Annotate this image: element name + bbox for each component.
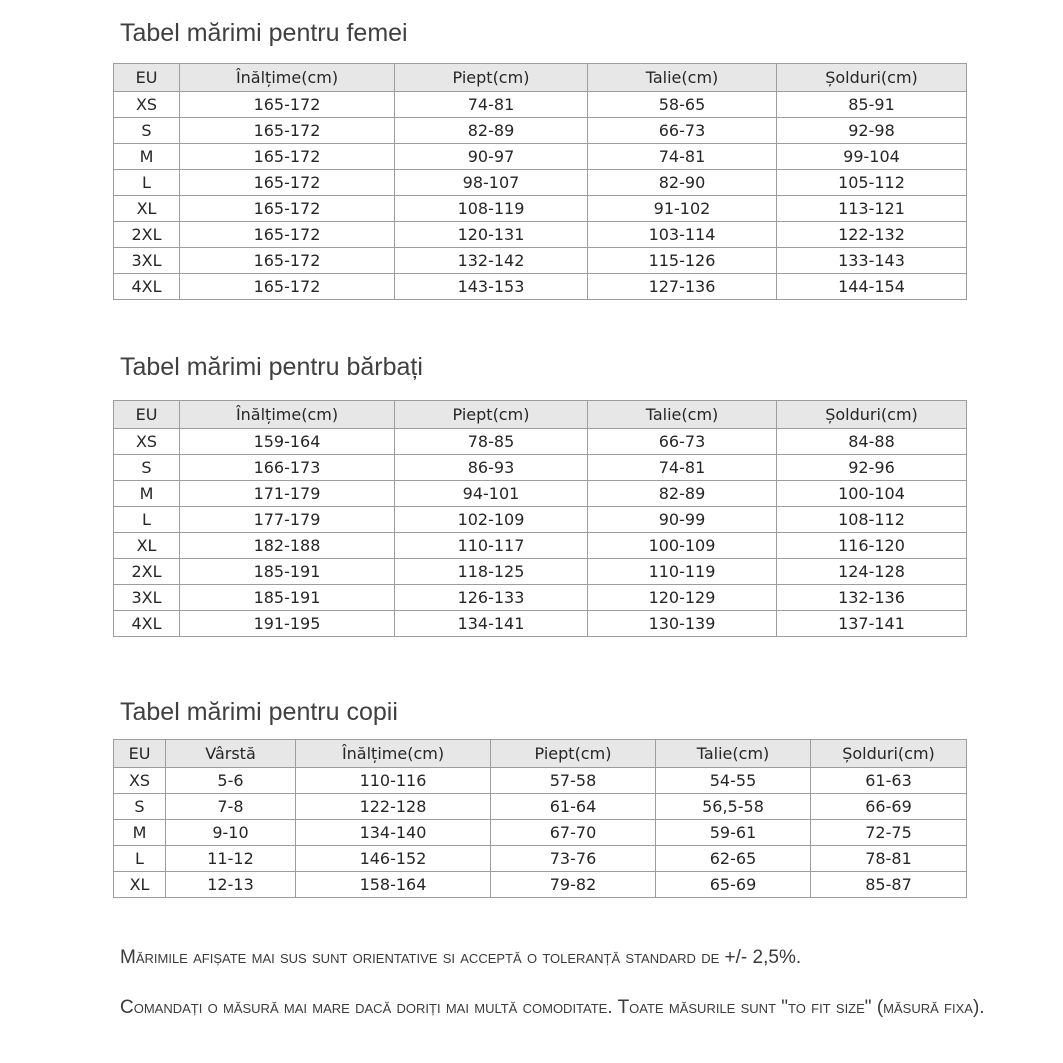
size-cell: M (114, 144, 180, 170)
table-row (114, 846, 967, 872)
size-cell: 158-164 (296, 872, 491, 898)
size-cell: S (114, 794, 166, 820)
column-header: Înălțime(cm) (296, 740, 491, 768)
table-row (114, 611, 967, 637)
size-cell: 110-119 (588, 559, 777, 585)
size-cell: 11-12 (166, 846, 296, 872)
size-cell: 165-172 (180, 92, 395, 118)
size-cell: 61-64 (491, 794, 656, 820)
size-cell: 65-69 (656, 872, 811, 898)
size-cell: 146-152 (296, 846, 491, 872)
size-cell: 61-63 (811, 768, 967, 794)
size-cell: 134-141 (395, 611, 588, 637)
table-row (114, 274, 967, 300)
size-cell: 74-81 (395, 92, 588, 118)
size-cell: 134-140 (296, 820, 491, 846)
size-cell: 108-112 (777, 507, 967, 533)
size-cell: 100-109 (588, 533, 777, 559)
size-cell: 137-141 (777, 611, 967, 637)
size-cell: XS (114, 92, 180, 118)
column-header: Vârstă (166, 740, 296, 768)
size-cell: M (114, 481, 180, 507)
size-cell: 171-179 (180, 481, 395, 507)
table-row (114, 196, 967, 222)
size-cell: 126-133 (395, 585, 588, 611)
size-cell: 5-6 (166, 768, 296, 794)
women-table-title: Tabel mărimi pentru femei (120, 19, 408, 47)
size-cell: 85-91 (777, 92, 967, 118)
size-cell: 108-119 (395, 196, 588, 222)
column-header: EU (114, 740, 166, 768)
size-cell: 191-195 (180, 611, 395, 637)
size-cell: 165-172 (180, 248, 395, 274)
size-cell: 144-154 (777, 274, 967, 300)
size-cell: 165-172 (180, 196, 395, 222)
table-row (114, 585, 967, 611)
size-cell: 82-89 (395, 118, 588, 144)
size-cell: 94-101 (395, 481, 588, 507)
column-header: Piept(cm) (491, 740, 656, 768)
children-size-table (113, 739, 967, 898)
size-cell: M (114, 820, 166, 846)
size-cell: 3XL (114, 585, 180, 611)
men-table-title: Tabel mărimi pentru bărbați (120, 353, 423, 381)
size-cell: 102-109 (395, 507, 588, 533)
table-row (114, 820, 967, 846)
size-cell: 82-90 (588, 170, 777, 196)
tolerance-note: Mărimile afișate mai sus sunt orientative si acceptă o toleranță standard de +/- 2,5%. (120, 947, 802, 968)
size-cell: 72-75 (811, 820, 967, 846)
size-cell: L (114, 846, 166, 872)
table-row (114, 170, 967, 196)
size-cell: 185-191 (180, 585, 395, 611)
column-header: Înălțime(cm) (180, 401, 395, 429)
table-row (114, 248, 967, 274)
size-cell: 91-102 (588, 196, 777, 222)
size-cell: 100-104 (777, 481, 967, 507)
size-cell: 177-179 (180, 507, 395, 533)
table-row (114, 222, 967, 248)
size-cell: 110-116 (296, 768, 491, 794)
column-header: Talie(cm) (588, 401, 777, 429)
size-cell: 113-121 (777, 196, 967, 222)
column-header: Înălțime(cm) (180, 64, 395, 92)
size-cell: 85-87 (811, 872, 967, 898)
size-cell: 79-82 (491, 872, 656, 898)
size-cell: 90-99 (588, 507, 777, 533)
table-row (114, 455, 967, 481)
table-row (114, 507, 967, 533)
size-cell: XL (114, 196, 180, 222)
table-row (114, 118, 967, 144)
column-header: EU (114, 401, 180, 429)
size-cell: 92-96 (777, 455, 967, 481)
table-row (114, 92, 967, 118)
table-row (114, 144, 967, 170)
size-cell: 82-89 (588, 481, 777, 507)
size-cell: S (114, 118, 180, 144)
size-cell: 54-55 (656, 768, 811, 794)
size-cell: 90-97 (395, 144, 588, 170)
size-cell: 67-70 (491, 820, 656, 846)
sizing-advice-note: Comandați o măsură mai mare dacă doriți mai multă comoditate. Toate măsurile sunt "to fit size" (măsură fixa). (120, 997, 985, 1018)
size-cell: 66-69 (811, 794, 967, 820)
size-cell: 118-125 (395, 559, 588, 585)
size-cell: L (114, 507, 180, 533)
size-cell: 62-65 (656, 846, 811, 872)
size-cell: 166-173 (180, 455, 395, 481)
size-cell: 159-164 (180, 429, 395, 455)
size-cell: 84-88 (777, 429, 967, 455)
table-row (114, 429, 967, 455)
size-cell: 165-172 (180, 170, 395, 196)
size-cell: 66-73 (588, 429, 777, 455)
table-row (114, 481, 967, 507)
column-header: Șolduri(cm) (811, 740, 967, 768)
column-header: Talie(cm) (656, 740, 811, 768)
size-cell: 74-81 (588, 455, 777, 481)
column-header: Piept(cm) (395, 64, 588, 92)
table-row (114, 533, 967, 559)
size-cell: 132-136 (777, 585, 967, 611)
size-cell: 7-8 (166, 794, 296, 820)
table-row (114, 872, 967, 898)
size-cell: 182-188 (180, 533, 395, 559)
size-cell: 99-104 (777, 144, 967, 170)
size-cell: 98-107 (395, 170, 588, 196)
size-cell: 133-143 (777, 248, 967, 274)
size-cell: 9-10 (166, 820, 296, 846)
size-cell: 58-65 (588, 92, 777, 118)
size-cell: 3XL (114, 248, 180, 274)
size-cell: 165-172 (180, 274, 395, 300)
size-cell: 4XL (114, 611, 180, 637)
size-cell: 105-112 (777, 170, 967, 196)
size-cell: 165-172 (180, 222, 395, 248)
size-cell: 127-136 (588, 274, 777, 300)
size-cell: 2XL (114, 222, 180, 248)
size-cell: 4XL (114, 274, 180, 300)
size-cell: XS (114, 768, 166, 794)
size-cell: 122-132 (777, 222, 967, 248)
table-row (114, 794, 967, 820)
size-cell: 165-172 (180, 118, 395, 144)
column-header: Șolduri(cm) (777, 64, 967, 92)
size-cell: 130-139 (588, 611, 777, 637)
column-header: Șolduri(cm) (777, 401, 967, 429)
size-cell: 116-120 (777, 533, 967, 559)
size-cell: 73-76 (491, 846, 656, 872)
size-cell: 56,5-58 (656, 794, 811, 820)
size-cell: 120-129 (588, 585, 777, 611)
size-cell: 185-191 (180, 559, 395, 585)
size-cell: XL (114, 872, 166, 898)
size-cell: 103-114 (588, 222, 777, 248)
size-cell: L (114, 170, 180, 196)
size-cell: 59-61 (656, 820, 811, 846)
size-cell: 74-81 (588, 144, 777, 170)
column-header: EU (114, 64, 180, 92)
size-cell: 57-58 (491, 768, 656, 794)
size-cell: 165-172 (180, 144, 395, 170)
size-cell: 110-117 (395, 533, 588, 559)
size-cell: XS (114, 429, 180, 455)
size-cell: 78-81 (811, 846, 967, 872)
size-cell: 122-128 (296, 794, 491, 820)
table-row (114, 768, 967, 794)
size-cell: 120-131 (395, 222, 588, 248)
size-cell: 2XL (114, 559, 180, 585)
women-size-table (113, 63, 967, 300)
children-table-title: Tabel mărimi pentru copii (120, 698, 398, 726)
size-cell: 132-142 (395, 248, 588, 274)
column-header: Piept(cm) (395, 401, 588, 429)
men-size-table (113, 400, 967, 637)
size-cell: 78-85 (395, 429, 588, 455)
table-row (114, 559, 967, 585)
size-cell: XL (114, 533, 180, 559)
size-cell: 92-98 (777, 118, 967, 144)
size-cell: 12-13 (166, 872, 296, 898)
column-header: Talie(cm) (588, 64, 777, 92)
size-cell: 66-73 (588, 118, 777, 144)
size-cell: 86-93 (395, 455, 588, 481)
size-cell: 143-153 (395, 274, 588, 300)
size-cell: 124-128 (777, 559, 967, 585)
size-cell: 115-126 (588, 248, 777, 274)
size-cell: S (114, 455, 180, 481)
